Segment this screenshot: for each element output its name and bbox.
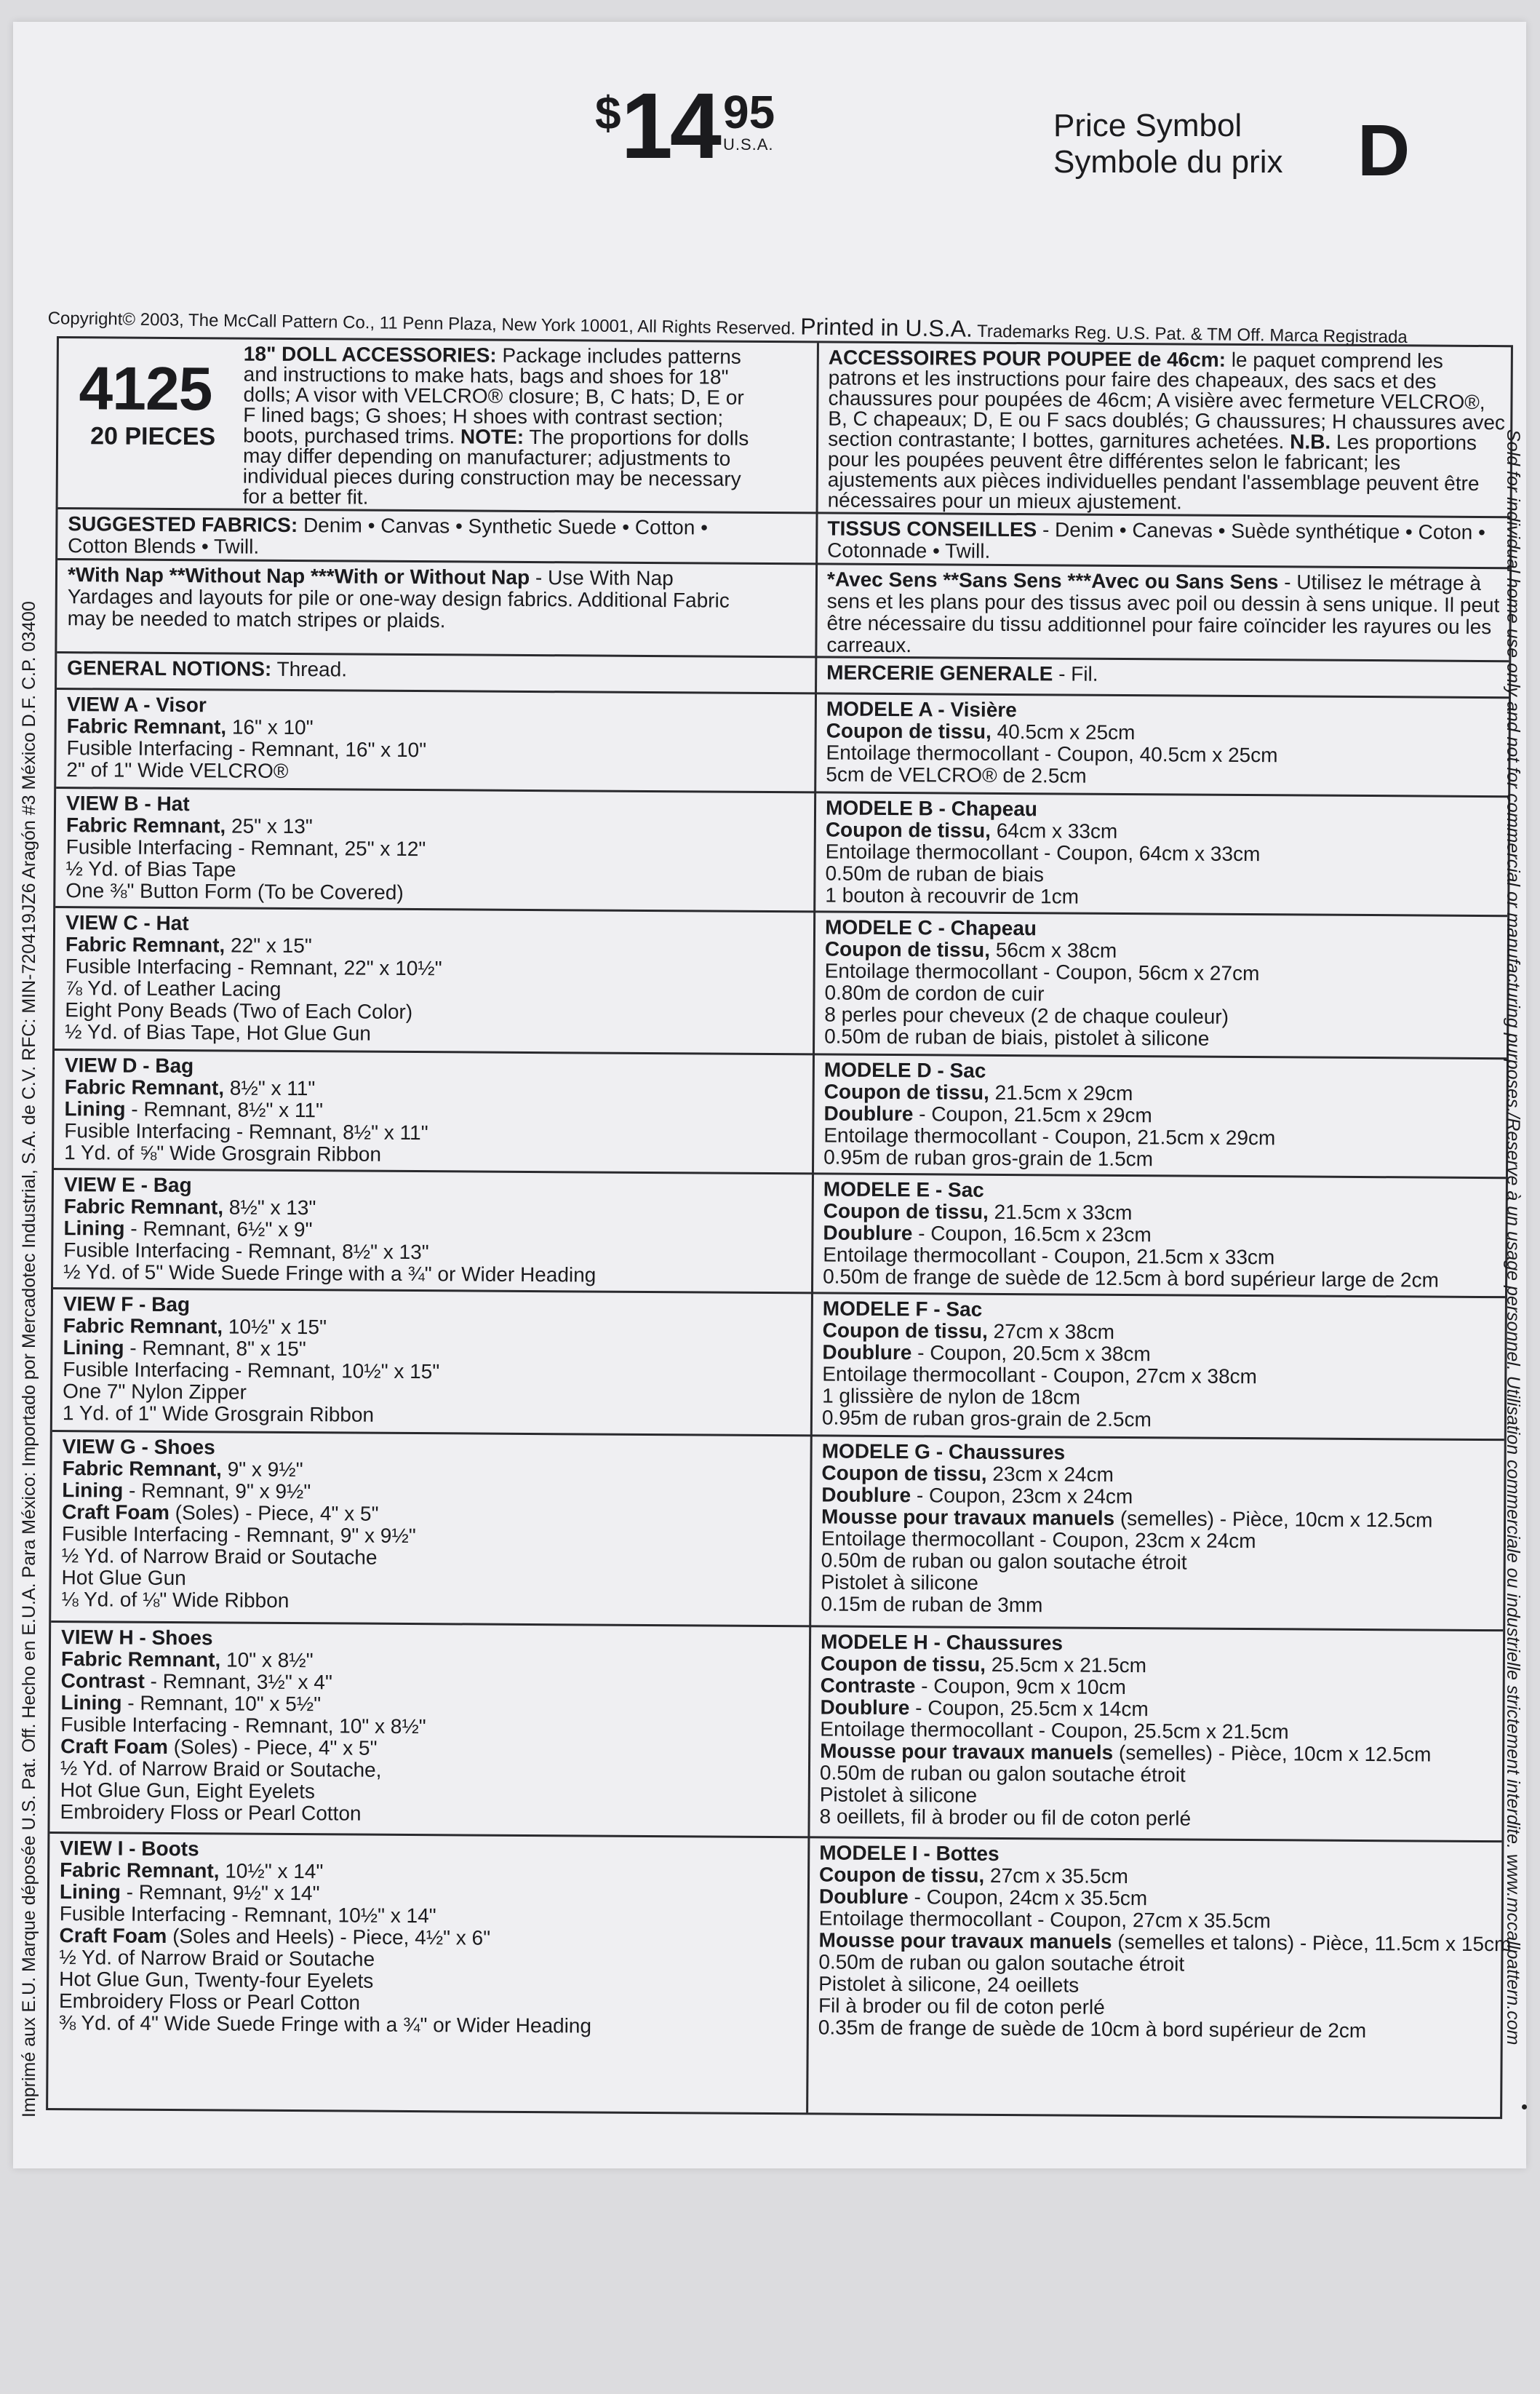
side-legal-text: Imprimé aux E.U. Marque déposée U.S. Pat. Off. Hecho en E.U.A. Para México: Importado por Mercadotec Industrial, S.A. de C.V. RFC: MIN-720419JZ6 Aragón #3 México D.F. C.P. 03400: [19, 601, 39, 2117]
bold-label: Lining: [59, 1880, 121, 1904]
text-segment: 0.95m de ruban gros-grain de 2.5cm: [821, 1406, 1152, 1431]
text-segment: 1 Yd. of 1" Wide Grosgrain Ribbon: [62, 1401, 375, 1426]
text-segment: sens et les plans pour des tissus avec poil ou dessin à sens unique. Il peut: [826, 589, 1500, 617]
text-segment: Entoilage thermocollant - Coupon, 27cm x 35.5cm: [818, 1906, 1271, 1933]
text-segment: 5cm de VELCRO® de 2.5cm: [826, 763, 1087, 787]
text-segment: ⅞ Yd. of Leather Lacing: [65, 977, 282, 1001]
text-line: [818, 2016, 1495, 2043]
text-segment: - Remnant, 9" x 9½": [123, 1479, 311, 1503]
text-segment: - Coupon, 25.5cm x 14cm: [909, 1696, 1149, 1721]
pattern-number: 4125: [79, 354, 212, 423]
requirements-fr: [823, 1059, 1501, 1172]
text-segment: ½ Yd. of Bias Tape, Hot Glue Gun: [65, 1020, 372, 1045]
text-segment: 0.15m de ruban de 3mm: [821, 1592, 1043, 1617]
copyright-text: Copyright© 2003, The McCall Pattern Co., 11 Penn Plaza, New York 10001, All Rights Reserved.: [47, 308, 796, 339]
requirements-fr: [824, 916, 1501, 1051]
text-segment: chaussures pour poupées de 46cm; A visière avec fermeture VELCRO®,: [828, 386, 1485, 413]
bold-label: Mousse pour travaux manuels: [821, 1505, 1115, 1530]
text-segment: Fil à broder ou fil de coton perlé: [818, 1994, 1105, 2019]
text-segment: 8 perles pour cheveux (2 de chaque couleur): [824, 1003, 1229, 1028]
bold-label: 18" DOLL ACCESSORIES:: [243, 342, 497, 367]
text-segment: 0.50m de ruban ou galon soutache étroit: [819, 1761, 1186, 1786]
text-segment: Yardages and layouts for pile or one-way design fabrics. Additional Fabric: [67, 585, 730, 612]
description-en: [243, 344, 749, 510]
text-segment: 8½" x 11": [223, 1076, 316, 1100]
text-segment: - Use With Nap: [530, 565, 674, 590]
bold-label: VIEW E - Bag: [63, 1173, 192, 1197]
fabrics-row: [57, 507, 1509, 567]
text-segment: The proportions for dolls: [523, 425, 749, 450]
text-segment: carreaux.: [826, 633, 912, 657]
text-segment: Package includes patterns: [496, 343, 741, 368]
text-segment: boots, purchased trims.: [243, 423, 461, 448]
requirements-en: [65, 792, 808, 906]
text-segment: Embroidery Floss or Pearl Cotton: [60, 1800, 362, 1825]
text-segment: - Denim • Canevas • Suède synthétique • Coton •: [1037, 518, 1485, 544]
text-segment: 10" x 8½": [220, 1648, 314, 1672]
text-segment: être nécessaire du tissu additionnel pour faire coïncider les rayures ou les: [826, 611, 1492, 639]
view-row: [51, 1430, 1504, 1629]
printed-in: Printed in U.S.A.: [800, 313, 973, 342]
text-line: [825, 884, 1501, 910]
requirements-en: [66, 693, 809, 785]
text-segment: nécessaires pour un mieux ajustement.: [827, 488, 1182, 514]
text-segment: Entoilage thermocollant - Coupon, 64cm x 33cm: [825, 840, 1261, 866]
text-line: [822, 1407, 1499, 1433]
text-segment: dolls; A visor with VELCRO® closure; B, C hats; D, E or: [243, 383, 744, 409]
requirements-fr: [826, 661, 1503, 688]
bold-label: Fabric Remnant,: [63, 1314, 223, 1338]
text-segment: pour les poupées peuvent être différentes selon le fabricant; les: [827, 448, 1401, 474]
bold-label: Coupon de tissu,: [824, 937, 991, 961]
requirements-en: [64, 1054, 807, 1168]
text-line: [61, 1588, 803, 1615]
text-segment: (semelles) - Pièce, 10cm x 12.5cm: [1113, 1741, 1432, 1766]
text-line: [823, 1265, 1499, 1292]
bold-label: Lining: [64, 1097, 126, 1121]
bold-label: MODELE A - Visière: [826, 697, 1017, 722]
text-segment: One ⅜" Button Form (To be Covered): [65, 879, 404, 904]
bold-label: MODELE F - Sac: [822, 1297, 983, 1321]
text-segment: 1 bouton à recouvrir de 1cm: [825, 883, 1080, 908]
price-cents: 95: [722, 86, 775, 138]
text-segment: Entoilage thermocollant - Coupon, 27cm x 38cm: [822, 1362, 1258, 1388]
text-segment: may be needed to match stripes or plaids.: [67, 607, 446, 632]
text-line: [66, 759, 808, 785]
text-segment: (semelles et talons) - Pièce, 11.5cm x 15cm: [1112, 1930, 1512, 1956]
view-row: [53, 1168, 1506, 1296]
text-segment: 1 glissière de nylon de 18cm: [822, 1384, 1081, 1409]
text-segment: 2" of 1" Wide VELCRO®: [66, 758, 289, 782]
text-segment: B, C chapeaux; D, E ou F sacs doublés; G chaussures; H chaussures avec: [828, 407, 1506, 434]
text-segment: 0.35m de frange de suède de 10cm à bord supérieur de 2cm: [818, 2016, 1367, 2043]
bold-label: Coupon de tissu,: [826, 719, 992, 743]
bold-label: Contraste: [820, 1674, 916, 1698]
bold-label: VIEW B - Hat: [65, 792, 190, 816]
requirements-fr: [818, 1841, 1512, 2043]
bold-label: Fabric Remnant,: [64, 1075, 225, 1099]
text-segment: Fusible Interfacing - Remnant, 9" x 9½": [61, 1522, 416, 1548]
bold-label: VIEW H - Shoes: [60, 1626, 213, 1650]
text-segment: 16" x 10": [226, 715, 314, 739]
text-line: [63, 1261, 805, 1287]
text-segment: 0.50m de ruban de biais, pistolet à silicone: [824, 1025, 1210, 1050]
text-segment: Fusible Interfacing - Remnant, 16" x 10": [66, 736, 427, 762]
bold-label: TISSUS CONSEILLES: [827, 517, 1037, 541]
text-segment: 22" x 15": [225, 934, 312, 958]
text-segment: ⅜ Yd. of 4" Wide Suede Fringe with a ¾" or Wider Heading: [58, 2011, 592, 2037]
text-segment: Entoilage thermocollant - Coupon, 23cm x 24cm: [821, 1527, 1256, 1553]
bold-label: Doublure: [823, 1102, 914, 1126]
text-segment: for a better fit.: [242, 485, 369, 509]
bold-label: Lining: [63, 1217, 125, 1240]
description-fr: [828, 347, 1505, 514]
bold-label: Lining: [60, 1691, 122, 1714]
text-segment: Thread.: [271, 657, 348, 681]
text-segment: 0.50m de ruban de biais: [825, 862, 1045, 886]
bold-label: MODELE H - Chaussures: [820, 1630, 1064, 1655]
text-segment: Hot Glue Gun: [61, 1566, 186, 1590]
price-symbol-en: Price Symbol: [1053, 108, 1242, 143]
pattern-pieces: 20 PIECES: [90, 422, 216, 451]
text-segment: ½ Yd. of Bias Tape: [65, 857, 236, 881]
text-segment: (Soles) - Piece, 4" x 5": [167, 1735, 378, 1759]
bold-label: N.B.: [1290, 430, 1331, 453]
text-segment: 1 Yd. of ⅝" Wide Grosgrain Ribbon: [64, 1141, 382, 1166]
price-dollar-sign: $: [595, 87, 621, 139]
text-segment: (Soles) - Piece, 4" x 5": [169, 1500, 379, 1525]
bold-label: *With Nap **Without Nap ***With or Without Nap: [67, 563, 530, 589]
text-segment: - Coupon, 16.5cm x 23cm: [912, 1222, 1152, 1246]
text-segment: - Remnant, 8½" x 11": [125, 1097, 324, 1122]
text-line: [823, 1146, 1500, 1172]
requirements-table: [46, 336, 1513, 2119]
text-segment: 25.5cm x 21.5cm: [985, 1653, 1147, 1677]
text-segment: 0.50m de ruban ou galon soutache étroit: [821, 1548, 1187, 1574]
text-segment: 21.5cm x 33cm: [988, 1200, 1133, 1225]
bold-label: Craft Foam: [59, 1924, 167, 1947]
text-segment: ½ Yd. of Narrow Braid or Soutache: [59, 1946, 375, 1971]
text-line: [65, 1021, 807, 1047]
price-dollars: 14: [621, 74, 719, 178]
text-segment: ½ Yd. of 5" Wide Suede Fringe with a ¾" or Wider Heading: [63, 1260, 597, 1287]
bold-label: Coupon de tissu,: [823, 1199, 989, 1223]
text-segment: Entoilage thermocollant - Coupon, 56cm x 27cm: [824, 959, 1260, 985]
view-row: [49, 1620, 1503, 1840]
text-segment: 0.50m de ruban ou galon soutache étroit: [818, 1950, 1185, 1976]
trademark-text: Trademarks Reg. U.S. Pat. & TM Off. Marca Registrada: [976, 321, 1408, 348]
bold-label: Contrast: [60, 1669, 145, 1693]
text-line: [64, 1142, 806, 1168]
text-segment: Hot Glue Gun, Twenty-four Eyelets: [59, 1968, 374, 1992]
text-segment: 27cm x 38cm: [987, 1319, 1115, 1343]
text-segment: 23cm x 24cm: [986, 1462, 1114, 1486]
text-line: [827, 612, 1504, 638]
requirements-fr: [822, 1297, 1499, 1433]
bold-label: Doublure: [823, 1221, 913, 1245]
bold-label: Doublure: [820, 1695, 910, 1719]
text-segment: 0.95m de ruban gros-grain de 1.5cm: [823, 1145, 1154, 1171]
text-segment: ⅛ Yd. of ⅛" Wide Ribbon: [61, 1588, 290, 1612]
view-row: [55, 906, 1507, 1057]
text-line: [59, 2012, 801, 2038]
requirements-en: [63, 1174, 806, 1287]
text-line: [63, 1402, 805, 1428]
requirements-en: [68, 564, 810, 634]
text-segment: Fusible Interfacing - Remnant, 10½" x 15": [63, 1358, 440, 1383]
text-segment: (semelles) - Pièce, 10cm x 12.5cm: [1114, 1506, 1433, 1532]
requirements-en: [60, 1626, 804, 1827]
text-segment: Embroidery Floss or Pearl Cotton: [58, 1989, 361, 2014]
text-segment: Eight Pony Beads (Two of Each Color): [65, 998, 413, 1024]
text-segment: Fusible Interfacing - Remnant, 25" x 12": [65, 835, 426, 861]
text-segment: individual pieces during construction may be necessary: [242, 464, 741, 490]
bold-label: VIEW G - Shoes: [62, 1435, 215, 1459]
text-segment: - Remnant, 10" x 5½": [121, 1691, 322, 1716]
requirements-fr: [826, 698, 1503, 790]
text-segment: - Coupon, 9cm x 10cm: [915, 1674, 1126, 1699]
requirements-fr: [820, 1631, 1498, 1832]
text-segment: - Remnant, 3½" x 4": [144, 1669, 332, 1694]
bold-label: VIEW D - Bag: [64, 1054, 194, 1078]
bold-label: Mousse pour travaux manuels: [820, 1739, 1114, 1764]
text-segment: Cotonnade • Twill.: [827, 538, 991, 562]
bold-label: VIEW A - Visor: [66, 693, 207, 717]
bold-label: GENERAL NOTIONS:: [67, 656, 272, 680]
text-segment: - Remnant, 6½" x 9": [124, 1217, 313, 1241]
text-segment: Fusible Interfacing - Remnant, 10" x 8½": [60, 1713, 426, 1738]
nap-row: [57, 558, 1509, 660]
pattern-envelope-back: [13, 22, 1526, 2168]
bold-label: MODELE I - Bottes: [819, 1841, 1000, 1865]
text-segment: le paquet comprend les: [1225, 348, 1443, 373]
requirements-en: [65, 912, 807, 1047]
text-segment: Pistolet à silicone: [819, 1783, 978, 1807]
text-segment: Hot Glue Gun, Eight Eyelets: [60, 1778, 316, 1803]
bold-label: VIEW F - Bag: [63, 1292, 191, 1316]
view-row: [48, 1832, 1512, 2117]
text-line: [68, 535, 810, 561]
text-line: [820, 1805, 1496, 1832]
text-segment: Pistolet à silicone: [821, 1570, 978, 1594]
text-line: [67, 657, 809, 683]
text-line: [68, 608, 810, 634]
text-segment: - Remnant, 9½" x 14": [120, 1880, 320, 1905]
text-segment: 8½" x 13": [223, 1196, 316, 1220]
text-line: [243, 487, 749, 510]
price-symbol-caption: [1053, 108, 1282, 180]
price-symbol-letter: D: [1357, 110, 1411, 191]
requirements-en: [67, 657, 809, 683]
bold-label: VIEW I - Boots: [60, 1837, 199, 1861]
requirements-fr: [823, 1178, 1500, 1292]
bold-label: Craft Foam: [62, 1500, 170, 1524]
text-segment: 8 oeillets, fil à broder ou fil de coton perlé: [819, 1805, 1192, 1830]
bold-label: Lining: [63, 1336, 124, 1359]
bold-label: Doublure: [821, 1483, 911, 1507]
view-row: [54, 1049, 1507, 1177]
intro-row: [58, 338, 1511, 516]
text-segment: section contrastante; I bottes, garnitures achetées.: [828, 427, 1290, 453]
text-segment: 56cm x 38cm: [989, 938, 1117, 962]
bold-label: MODELE G - Chaussures: [821, 1439, 1066, 1464]
text-segment: - Coupon, 24cm x 35.5cm: [908, 1885, 1148, 1910]
text-segment: 10½" x 14": [219, 1859, 324, 1883]
text-segment: - Coupon, 21.5cm x 29cm: [913, 1102, 1152, 1127]
bold-label: Fabric Remnant,: [65, 814, 226, 838]
bold-label: SUGGESTED FABRICS:: [68, 512, 298, 537]
text-segment: 40.5cm x 25cm: [991, 720, 1136, 744]
bold-label: NOTE:: [460, 425, 524, 448]
text-segment: - Fil.: [1053, 662, 1098, 685]
requirements-fr: [827, 517, 1504, 565]
bold-label: Mousse pour travaux manuels: [818, 1928, 1112, 1953]
requirements-fr: [826, 568, 1504, 660]
view-row: [55, 787, 1508, 915]
bold-label: Craft Foam: [60, 1735, 169, 1758]
text-segment: 0.80m de cordon de cuir: [824, 981, 1045, 1006]
requirements-en: [59, 1837, 802, 2038]
price-label: [595, 73, 775, 180]
requirements-fr: [821, 1440, 1498, 1619]
bold-label: MODELE D - Sac: [823, 1058, 986, 1082]
text-segment: Entoilage thermocollant - Coupon, 40.5cm x 25cm: [826, 741, 1278, 767]
bold-label: Coupon de tissu,: [823, 1080, 989, 1104]
view-row: [52, 1287, 1505, 1439]
bold-label: MODELE E - Sac: [823, 1177, 984, 1201]
bold-label: Fabric Remnant,: [66, 715, 227, 739]
bold-label: Doublure: [818, 1885, 909, 1909]
bold-label: Coupon de tissu,: [820, 1652, 986, 1676]
text-segment: Fusible Interfacing - Remnant, 22" x 10½": [65, 955, 442, 980]
bold-label: Coupon de tissu,: [822, 1319, 988, 1343]
text-segment: One 7" Nylon Zipper: [63, 1380, 247, 1404]
bold-label: Coupon de tissu,: [821, 1461, 987, 1485]
bold-label: Coupon de tissu,: [819, 1863, 985, 1887]
price-currency: U.S.A.: [722, 135, 774, 154]
text-line: [65, 880, 807, 906]
text-segment: and instructions to make hats, bags and shoes for 18": [243, 362, 729, 389]
bold-label: MERCERIE GENERALE: [826, 661, 1053, 685]
text-line: [827, 539, 1504, 565]
text-segment: (Soles and Heels) - Piece, 4½" x 6": [167, 1924, 491, 1949]
text-segment: Denim • Canvas • Synthetic Suede • Cotton •: [298, 514, 709, 539]
text-segment: 9" x 9½": [221, 1458, 303, 1482]
text-segment: ½ Yd. of Narrow Braid or Soutache: [61, 1544, 378, 1569]
bold-label: Fabric Remnant,: [63, 1195, 224, 1219]
bold-label: Fabric Remnant,: [60, 1858, 220, 1882]
text-segment: - Coupon, 23cm x 24cm: [911, 1484, 1133, 1508]
requirements-en: [63, 1293, 805, 1428]
requirements-en: [68, 513, 810, 561]
bold-label: Fabric Remnant,: [65, 933, 226, 957]
text-segment: - Remnant, 8" x 15": [124, 1336, 306, 1361]
text-line: [826, 763, 1502, 790]
text-segment: - Utilisez le métrage à: [1278, 570, 1482, 594]
text-segment: Cotton Blends • Twill.: [68, 534, 260, 558]
text-segment: Entoilage thermocollant - Coupon, 21.5cm x 29cm: [823, 1124, 1276, 1150]
text-segment: ajustements aux pièces individuelles pendant l'assemblage peuvent être: [827, 468, 1480, 495]
text-segment: Fusible Interfacing - Remnant, 8½" x 13": [63, 1238, 429, 1264]
text-line: [821, 1593, 1497, 1619]
bold-label: Fabric Remnant,: [60, 1647, 221, 1671]
bold-label: Coupon de tissu,: [825, 818, 992, 842]
bold-label: MODELE B - Chapeau: [825, 796, 1038, 821]
bold-label: Lining: [62, 1479, 124, 1502]
text-segment: 10½" x 15": [222, 1315, 327, 1339]
text-line: [60, 1801, 802, 1827]
text-line: [826, 661, 1503, 688]
side-usage-text: Sold for individual home use only and not for commercial or manufacturing purposes./Reserve à un usage personnel. Utilisation commerciale ou industrielle strictement interdite. www.mccallpattern.com: [1503, 429, 1523, 2045]
text-segment: Entoilage thermocollant - Coupon, 21.5cm x 33cm: [823, 1243, 1275, 1269]
text-segment: 25" x 13": [226, 814, 313, 838]
bold-label: Doublure: [822, 1340, 912, 1364]
text-segment: - Coupon, 20.5cm x 38cm: [911, 1341, 1151, 1366]
text-segment: Entoilage thermocollant - Coupon, 25.5cm x 21.5cm: [820, 1717, 1289, 1743]
price-symbol-fr: Symbole du prix: [1053, 144, 1283, 180]
text-segment: 27cm x 35.5cm: [984, 1864, 1128, 1888]
bold-label: MODELE C - Chapeau: [824, 915, 1037, 940]
requirements-fr: [825, 797, 1502, 910]
text-segment: 64cm x 33cm: [990, 819, 1118, 843]
text-segment: may differ depending on manufacturer; adjustments to: [242, 444, 731, 470]
bold-label: VIEW C - Hat: [65, 911, 189, 935]
requirements-en: [61, 1436, 804, 1615]
text-segment: Fusible Interfacing - Remnant, 10½" x 14": [59, 1902, 436, 1928]
view-row: [56, 688, 1509, 795]
text-segment: ½ Yd. of Narrow Braid or Soutache,: [60, 1757, 382, 1781]
text-segment: Pistolet à silicone, 24 oeillets: [818, 1972, 1080, 1997]
text-line: [824, 1025, 1501, 1051]
text-segment: 0.50m de frange de suède de 12.5cm à bord supérieur large de 2cm: [823, 1265, 1439, 1292]
text-segment: F lined bags; G shoes; H shoes with contrast section;: [243, 403, 724, 429]
text-segment: 21.5cm x 29cm: [989, 1081, 1133, 1105]
bold-label: Fabric Remnant,: [62, 1457, 222, 1481]
bold-label: *Avec Sens **Sans Sens ***Avec ou Sans Sens: [826, 568, 1279, 594]
text-segment: patrons et les instructions pour faire des chapeaux, des sacs et des: [828, 366, 1437, 393]
text-segment: Les proportions: [1330, 430, 1477, 454]
bold-label: ACCESSOIRES POUR POUPEE de 46cm:: [828, 346, 1226, 371]
text-segment: Fusible Interfacing - Remnant, 8½" x 11": [64, 1119, 428, 1145]
